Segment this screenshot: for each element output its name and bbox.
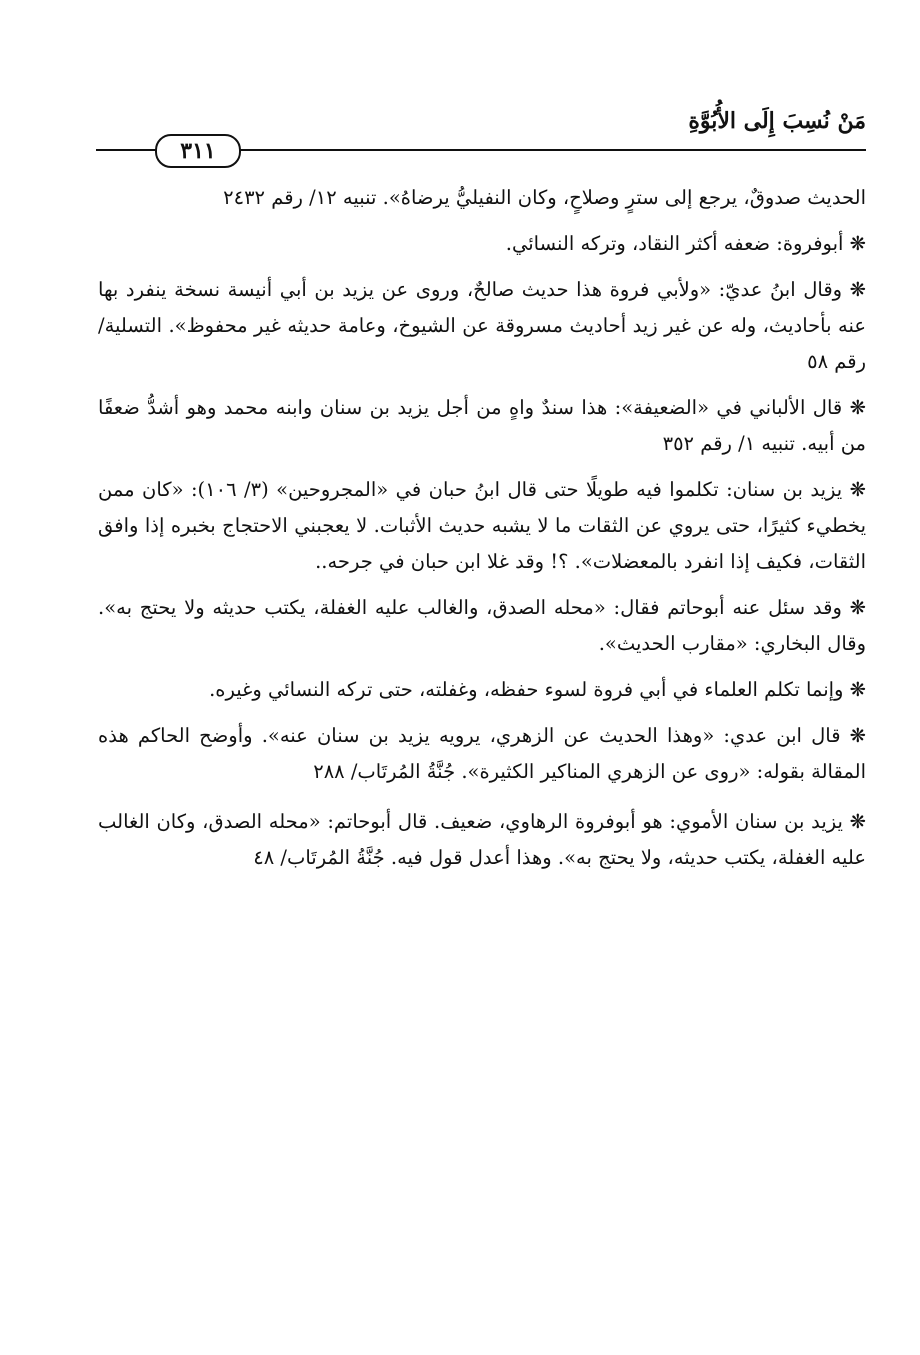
- page-number: ٣١١: [155, 134, 241, 168]
- paragraph: ❋ قال الألباني في «الضعيفة»: هذا سندٌ واهٍ من أجل يزيد بن سنان وابنه محمد وهو أشدُّ ضعفًا من أبيه. تنبيه ١/ رقم ٣٥٢: [98, 396, 866, 455]
- body-text: [98, 180, 866, 886]
- paragraph: ❋ أبوفروة: ضعفه أكثر النقاد، وتركه النسائي.: [505, 232, 866, 255]
- paragraph: ❋ يزيد بن سنان: تكلموا فيه طويلًا حتى قال ابنُ حبان في «المجروحين» (٣/ ١٠٦): «كان ممن يخطيء كثيرًا، حتى يروي عن الثقات ما لا يشبه حديث الأثبات. لا يعجبني الاحتجاج بخبره إذا وافق الثقات، فكيف إذا انفرد بالمعضلات». ؟! وقد غلا ابن حبان في جرحه..: [98, 478, 866, 573]
- paragraph: الحديث صدوقٌ، يرجع إلى سترٍ وصلاحٍ، وكان النفيليُّ يرضاهُ». تنبيه ١٢/ رقم ٢٤٣٢: [223, 186, 866, 209]
- paragraph: ❋ يزيد بن سنان الأموي: هو أبوفروة الرهاوي، ضعيف. قال أبوحاتم: «محله الصدق، وكان الغالب عليه الغفلة، يكتب حديثه، ولا يحتج به». وهذا أعدل قول فيه. جُنَّةُ المُرتَاب/ ٤٨: [98, 810, 866, 869]
- paragraph: ❋ وإنما تكلم العلماء في أبي فروة لسوء حفظه، وغفلته، حتى تركه النسائي وغيره.: [209, 678, 866, 701]
- paragraph: ❋ وقد سئل عنه أبوحاتم فقال: «محله الصدق، والغالب عليه الغفلة، يكتب حديثه ولا يحتج به». وقال البخاري: «مقارب الحديث».: [98, 596, 866, 655]
- running-title: مَنْ نُسِبَ إِلَى الأُبُوَّةِ: [688, 108, 866, 134]
- paragraph: ❋ وقال ابنُ عديّ: «ولأبي فروة هذا حديث صالحٌ، وروى عن يزيد بن أبي أنيسة نسخة ينفرد بها عنه بأحاديث، وله عن غير زيد أحاديث مسروقة عن الشيوخ، وعامة حديثه غير محفوظ». التسلية/ رقم ٥٨: [98, 278, 866, 373]
- paragraph: ❋ قال ابن عدي: «وهذا الحديث عن الزهري، يرويه يزيد بن سنان عنه». وأوضح الحاكم هذه المقالة بقوله: «روى عن الزهري المناكير الكثيرة». جُنَّةُ المُرتَاب/ ٢٨٨: [98, 724, 866, 783]
